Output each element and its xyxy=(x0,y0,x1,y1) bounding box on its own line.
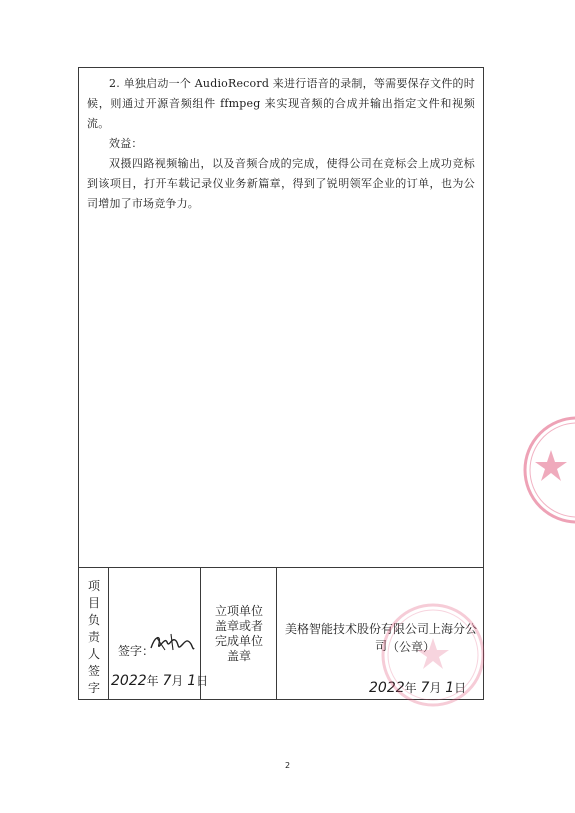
company-name: 美格智能技术股份有限公司上海分公司 xyxy=(284,622,477,653)
benefit-heading: 效益： xyxy=(109,137,143,150)
date-year: 2022 xyxy=(111,673,147,689)
unit-label-line: 盖章 xyxy=(226,649,251,663)
unit-label-line: 盖章或者 xyxy=(214,619,263,633)
date-month-unit: 月 xyxy=(171,674,184,688)
date-year: 2022 xyxy=(369,680,405,696)
label-char: 签 xyxy=(87,664,100,678)
date-month: 7 xyxy=(420,680,430,696)
leader-signature-cell xyxy=(109,568,209,699)
date-day: 1 xyxy=(187,673,197,689)
label-char: 负 xyxy=(87,613,100,627)
date-day-unit: 日 xyxy=(454,681,467,695)
item-2-paragraph: 2. 单独启动一个 AudioRecord 来进行语音的录制，等需要保存文件的时候，则通过开源音频组件 ffmpeg 来实现音频的合成并输出指定文件和视频流。 xyxy=(87,77,475,130)
date-month-unit: 月 xyxy=(429,681,442,695)
company-seal-top-icon xyxy=(515,405,575,535)
leader-sign-date xyxy=(111,672,208,689)
company-seal-bottom-icon xyxy=(378,600,488,710)
official-seal-note: （公章） xyxy=(387,640,436,654)
unit-label-cell xyxy=(201,568,277,699)
date-day: 1 xyxy=(445,680,455,696)
label-char: 目 xyxy=(87,596,100,610)
page-number: 2 xyxy=(284,761,291,770)
unit-label-line: 完成单位 xyxy=(214,634,263,648)
leader-label-cell xyxy=(79,568,109,699)
date-year-unit: 年 xyxy=(404,681,417,695)
leader-label xyxy=(86,578,102,697)
label-char: 责 xyxy=(87,630,100,644)
date-month: 7 xyxy=(162,673,172,689)
unit-label-line: 立项单位 xyxy=(214,604,263,618)
handwritten-signature-icon xyxy=(147,628,197,656)
unit-seal-label xyxy=(205,604,273,664)
label-char: 字 xyxy=(87,681,100,695)
date-year-unit: 年 xyxy=(146,674,159,688)
benefit-paragraph: 双摄四路视频输出，以及音频合成的完成，使得公司在竞标会上成功竞标到该项目，打开车载记录仪业务新篇章，得到了锐明领军企业的订单，也为公司增加了市场竞争力。 xyxy=(87,157,475,210)
date-day-unit: 日 xyxy=(196,674,209,688)
sign-label: 签字： xyxy=(118,644,155,658)
label-char: 人 xyxy=(87,647,100,661)
label-char: 项 xyxy=(87,579,100,593)
content-section xyxy=(79,68,483,568)
